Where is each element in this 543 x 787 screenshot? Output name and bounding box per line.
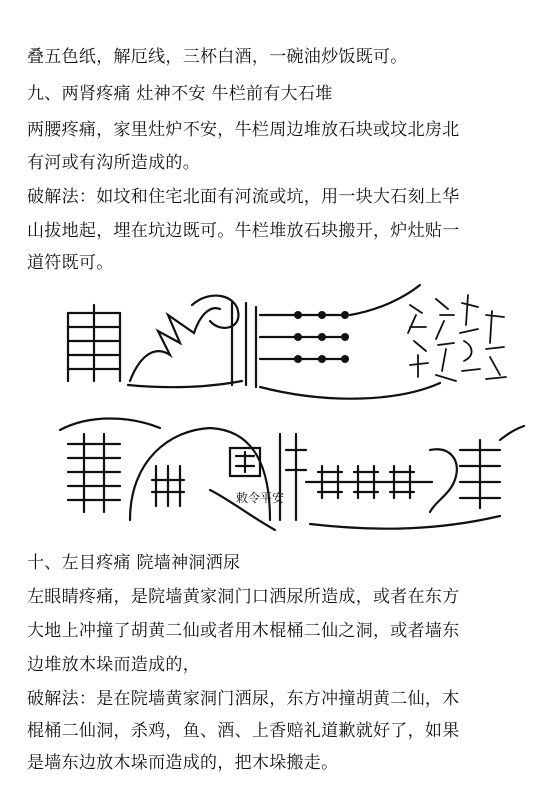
- talisman-upper: [60, 285, 530, 405]
- text-line: 两腰疼痛，家里灶炉不安，牛栏周边堆放石块或坟北房北: [27, 120, 460, 140]
- text-line: 棍桶二仙洞，杀鸡，鱼、酒、上香赔礼道歉就好了，如果: [27, 721, 460, 741]
- talisman-caption: 敕令平安: [236, 491, 285, 505]
- section-heading-ten: 十、左目疼痛 院墙神洞洒尿: [27, 553, 241, 573]
- text-line: 叠五色纸，解厄线，三杯白酒，一碗油炒饭既可。: [27, 47, 408, 67]
- text-line: 山拔地起，埋在坑边既可。牛栏堆放石块搬开，炉灶贴一: [27, 221, 460, 241]
- talisman-lower: [60, 420, 525, 535]
- text-line: 有河或有沟所造成的。: [27, 153, 200, 173]
- text-line: 大地上冲撞了胡黄二仙或者用木棍桶二仙之洞，或者墙东: [27, 621, 460, 641]
- text-line: 边堆放木垛而造成的，: [27, 655, 200, 675]
- text-line: 左眼睛疼痛，是院墙黄家洞门口洒尿所造成，或者在东方: [27, 587, 460, 607]
- text-line: 破解法：如坟和住宅北面有河流或坑，用一块大石刻上华: [27, 187, 460, 207]
- text-line: 破解法：是在院墙黄家洞门洒尿，东方冲撞胡黄二仙，木: [27, 689, 460, 709]
- section-heading-nine: 九、两肾疼痛 灶神不安 牛栏前有大石堆: [27, 84, 333, 104]
- text-line: 道符既可。: [27, 253, 114, 273]
- text-line: 是墙东边放木垛而造成的，把木垛搬走。: [27, 753, 339, 773]
